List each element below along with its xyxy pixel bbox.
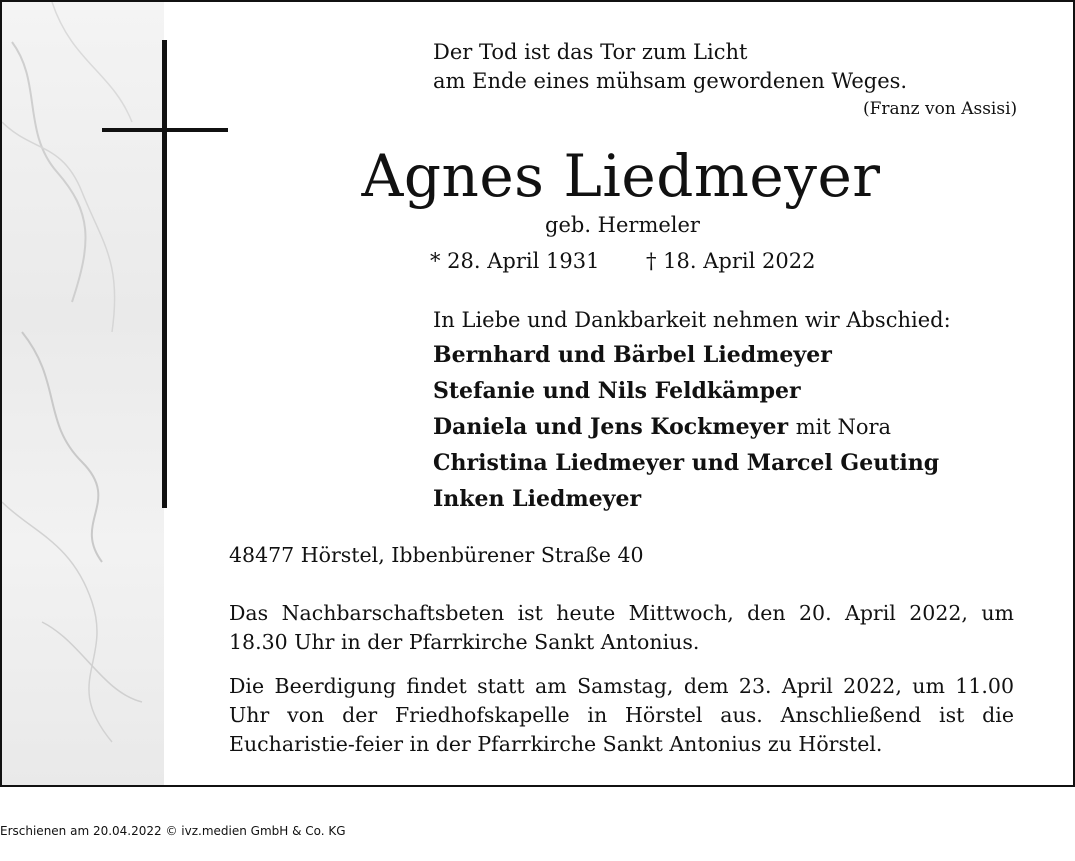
mourners-intro: In Liebe und Dankbarkeit nehmen wir Abschied: <box>433 308 951 332</box>
death-date: † 18. April 2022 <box>646 249 816 273</box>
birth-date: * 28. April 1931 <box>430 249 600 273</box>
cross-vertical-bar <box>162 40 167 508</box>
marble-background <box>2 2 164 785</box>
notice-funeral: Die Beerdigung findet statt am Samstag, dem 23. April 2022, um 11.00 Uhr von der Friedhofskapelle in Hörstel aus. Anschließend ist die Eucharistie-feier in der Pfarrkirche Sankt Antonius zu Hörstel. <box>229 674 1014 756</box>
address: 48477 Hörstel, Ibbenbürener Straße 40 <box>229 543 644 567</box>
marble-veins <box>2 2 164 785</box>
publication-footer: Erschienen am 20.04.2022 © ivz.medien GmbH & Co. KG <box>0 824 346 838</box>
mourner-name: Inken Liedmeyer <box>433 486 642 512</box>
maiden-name: geb. Hermeler <box>545 213 700 237</box>
notice-prayer: Das Nachbarschaftsbeten ist heute Mittwoch, den 20. April 2022, um 18.30 Uhr in der Pfarrkirche Sankt Antonius. <box>229 601 1014 654</box>
mourner-extra: mit Nora <box>795 415 892 439</box>
quote-line-2: am Ende eines mühsam gewordenen Weges. <box>433 69 908 93</box>
deceased-name: Agnes Liedmeyer <box>361 142 881 210</box>
quote-line-1: Der Tod ist das Tor zum Licht <box>433 40 748 64</box>
cross-horizontal-bar <box>102 128 228 132</box>
mourner-name: Daniela und Jens Kockmeyer <box>433 414 789 440</box>
mourner-name: Stefanie und Nils Feldkämper <box>433 378 801 404</box>
mourner-name: Christina Liedmeyer und Marcel Geuting <box>433 450 940 476</box>
mourner-name: Bernhard und Bärbel Liedmeyer <box>433 342 832 368</box>
mourner-line-3 <box>433 414 891 440</box>
quote-author: (Franz von Assisi) <box>863 99 1018 119</box>
